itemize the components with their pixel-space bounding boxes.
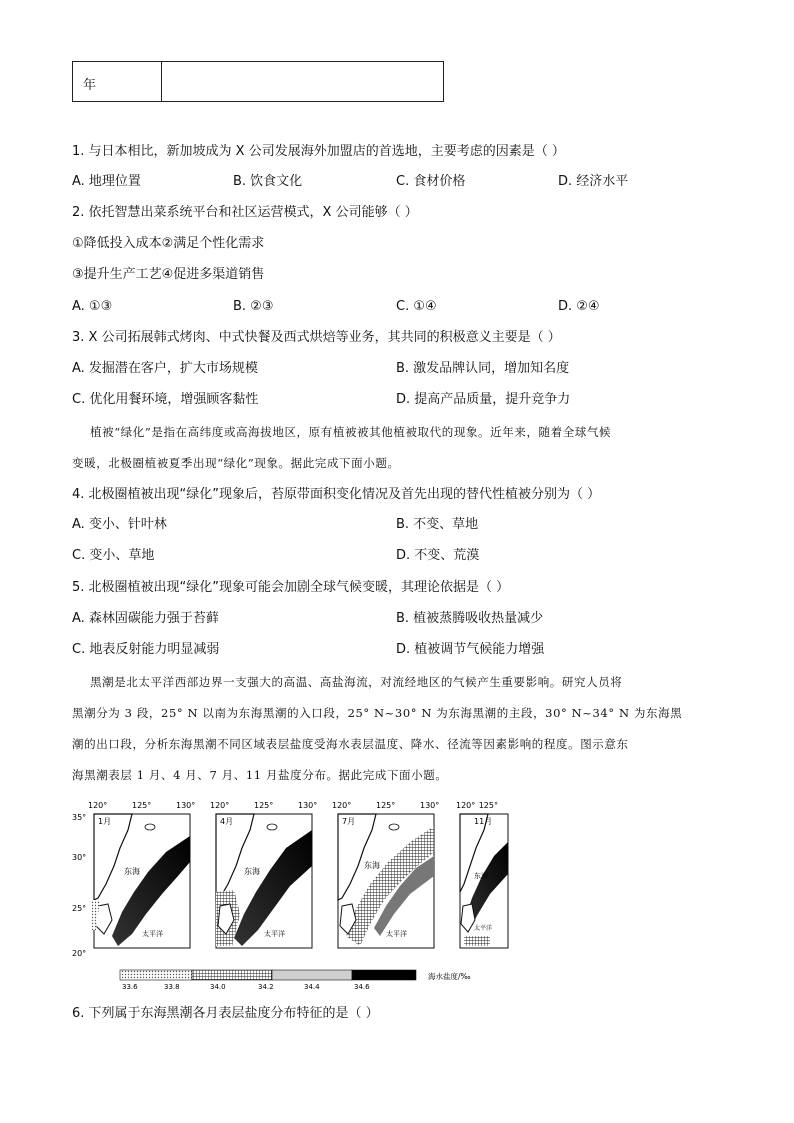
q3-option-a[interactable]: A. 发掘潜在客户，扩大市场规模 [72,361,258,376]
question-4 [72,486,600,504]
passage-greening-line-1: 植被“绿化”是指在高纬度或高海拔地区，原有植被被其他植被取代的现象。近年来，随着全球气候 [90,425,612,439]
lon-label-125-p3: 125° [376,801,396,810]
panel-1-ocean: 太平洋 [142,930,163,938]
map-panel-april [216,814,312,948]
legend-title: 海水盐度/‰ [428,972,471,981]
q2-option-c[interactable]: C. ①④ [396,299,437,314]
question-5-stem: 北极圈植被出现“绿化”现象可能会加剧全球气候变暖，其理论依据是（ ） [88,580,510,595]
legend-segment-dark [352,970,416,980]
legend-tick-33-6: 33.6 [122,983,138,991]
q1-option-d[interactable]: D. 经济水平 [558,174,629,189]
lat-label-30: 30° [72,853,87,862]
q1-option-a[interactable]: A. 地理位置 [72,174,141,189]
legend-segment-dots [120,970,192,980]
question-2 [72,204,418,222]
panel-3-ocean: 太平洋 [386,930,407,938]
kuroshio-salinity-figure [70,796,510,992]
panel-1-sea: 东海 [124,867,140,876]
q4-option-a[interactable]: A. 变小、针叶林 [72,517,167,532]
salinity-legend [120,970,471,991]
q2-statement-1: ①降低投入成本②满足个性化需求 [72,236,265,251]
q4-option-c[interactable]: C. 变小、草地 [72,548,155,563]
question-4-number: 4. [72,487,85,502]
legend-segment-light [272,970,352,980]
q3-option-b[interactable]: B. 激发品牌认同，增加知名度 [396,361,570,376]
question-2-stem: 依托智慧出菜系统平台和社区运营模式，X 公司能够（ ） [88,205,418,220]
lon-label-120-p1: 120° [88,801,108,810]
lon-label-130-p1: 130° [176,801,196,810]
lat-label-25: 25° [72,904,87,913]
question-3-stem: X 公司拓展韩式烤肉、中式快餐及西式烘焙等业务，其共同的积极意义主要是（ ） [88,330,561,345]
q2-option-b[interactable]: B. ②③ [233,299,274,314]
lon-label-120-p4: 120° [456,801,476,810]
q1-option-b[interactable]: B. 饮食文化 [233,174,303,189]
panel-4-month: 11月 [474,817,493,826]
question-5-number: 5. [72,580,85,595]
header-table [72,61,444,102]
q2-option-d[interactable]: D. ②④ [558,299,600,314]
lon-label-125-p2: 125° [254,801,274,810]
q5-option-d[interactable]: D. 植被调节气候能力增强 [396,642,545,657]
question-6-number: 6. [72,1006,85,1021]
q5-option-a[interactable]: A. 森林固碳能力强于苔藓 [72,611,219,626]
panel-3-sea: 东海 [364,861,380,870]
question-1-stem: 与日本相比，新加坡成为 X 公司发展海外加盟店的首选地，主要考虑的因素是（ ） [88,144,565,159]
passage-kuroshio-line-1: 黑潮是北太平洋西部边界一支强大的高温、高盐海流，对流经地区的气候产生重要影响。研究人员将 [90,675,623,689]
header-table-divider [161,62,162,101]
panel-2-ocean: 太平洋 [264,930,285,938]
panel-3-month: 7月 [342,817,356,826]
lon-label-120-p2: 120° [210,801,230,810]
q5-option-b[interactable]: B. 植被蒸腾吸收热量减少 [396,611,544,626]
panel-1-month: 1月 [98,817,112,826]
passage-kuroshio-line-3: 潮的出口段，分析东海黑潮不同区域表层盐度受海水表层温度、降水、径流等因素影响的程度。图示意东 [72,737,629,751]
lon-label-120-p3: 120° [332,801,352,810]
legend-tick-34-0: 34.0 [210,983,226,991]
lon-label-125-p4: 125° [478,801,498,810]
q4-option-d[interactable]: D. 不变、荒漠 [396,548,480,563]
legend-tick-34-4: 34.4 [304,983,320,991]
panel-4-sea: 东海 [474,872,488,880]
q4-option-b[interactable]: B. 不变、草地 [396,517,479,532]
q3-option-d[interactable]: D. 提高产品质量，提升竞争力 [396,392,571,407]
legend-tick-34-6: 34.6 [354,983,370,991]
passage-kuroshio-line-4: 海黑潮表层 1 月、4 月、7 月、11 月盐度分布。据此完成下面小题。 [72,768,448,782]
question-1 [72,143,565,161]
map-panel-november [460,814,508,948]
lat-label-20: 20° [72,949,87,958]
map-panel-july [338,814,434,948]
q2-option-a[interactable]: A. ①③ [72,299,113,314]
low-salinity-grid [464,936,490,946]
question-1-number: 1. [72,144,85,159]
question-5 [72,579,509,597]
q2-statement-2: ③提升生产工艺④促进多渠道销售 [72,267,265,282]
question-6 [72,1005,379,1023]
lat-label-35: 35° [72,813,87,822]
q1-option-c[interactable]: C. 食材价格 [396,174,466,189]
lon-label-130-p3: 130° [420,801,440,810]
passage-greening-line-2: 变暖，北极圈植被夏季出现“绿化”现象。据此完成下面小题。 [72,456,400,470]
legend-tick-33-8: 33.8 [164,983,180,991]
map-panel-january [92,814,190,948]
q3-option-c[interactable]: C. 优化用餐环境，增强顾客黏性 [72,392,259,407]
lon-label-125-p1: 125° [132,801,152,810]
question-4-stem: 北极圈植被出现“绿化”现象后，苔原带面积变化情况及首先出现的替代性植被分别为（ ） [88,487,601,502]
panel-2-sea: 东海 [244,867,260,876]
lon-label-130-p2: 130° [298,801,318,810]
q5-option-c[interactable]: C. 地表反射能力明显减弱 [72,642,220,657]
question-3-number: 3. [72,330,85,345]
question-2-number: 2. [72,205,85,220]
question-3 [72,329,561,347]
passage-kuroshio-line-2: 黑潮分为 3 段，25° N 以南为东海黑潮的入口段，25° N~30° N 为东海黑潮的主段，30° N~34° N 为东海黑 [72,706,683,720]
header-table-label: 年 [83,78,97,93]
question-6-stem: 下列属于东海黑潮各月表层盐度分布特征的是（ ） [88,1006,379,1021]
panel-4-ocean: 太平洋 [474,925,493,932]
legend-tick-34-2: 34.2 [258,983,274,991]
panel-2-month: 4月 [220,817,234,826]
legend-segment-grid [192,970,272,980]
